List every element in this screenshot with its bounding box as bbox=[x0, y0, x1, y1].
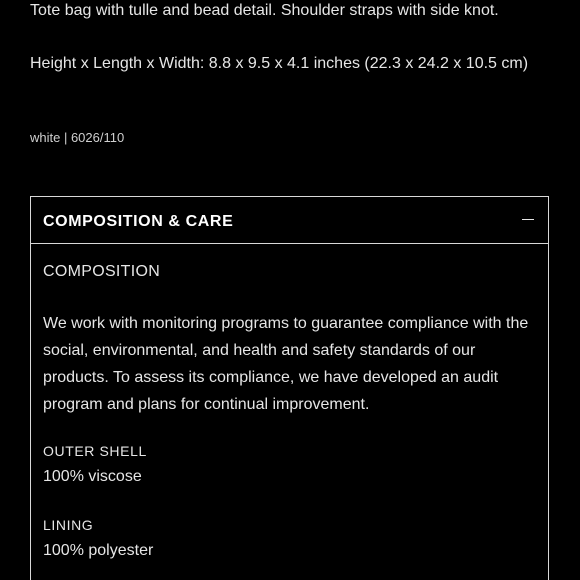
composition-heading: COMPOSITION bbox=[43, 263, 161, 280]
outer-shell-label: OUTER SHELL bbox=[43, 443, 147, 459]
accordion-title: COMPOSITION & CARE bbox=[43, 213, 234, 230]
product-dimensions: Height x Length x Width: 8.8 x 9.5 x 4.1 inches (22.3 x 24.2 x 10.5 cm) bbox=[30, 55, 529, 72]
outer-shell-value: 100% viscose bbox=[43, 468, 142, 485]
lining-value: 100% polyester bbox=[43, 542, 154, 559]
minus-icon[interactable] bbox=[522, 219, 534, 220]
product-description: Tote bag with tulle and bead detail. Shoulder straps with side knot. bbox=[30, 2, 499, 19]
lining-label: LINING bbox=[43, 517, 94, 533]
product-color-reference: white | 6026/110 bbox=[30, 130, 125, 145]
composition-care-toggle[interactable] bbox=[31, 197, 548, 244]
composition-care-accordion bbox=[30, 196, 549, 580]
composition-text: We work with monitoring programs to guarantee compliance with the social, environmental, and health and safety standards of our products. To assess its compliance, we have developed an audit program and plans for continual improvement. bbox=[43, 315, 529, 413]
